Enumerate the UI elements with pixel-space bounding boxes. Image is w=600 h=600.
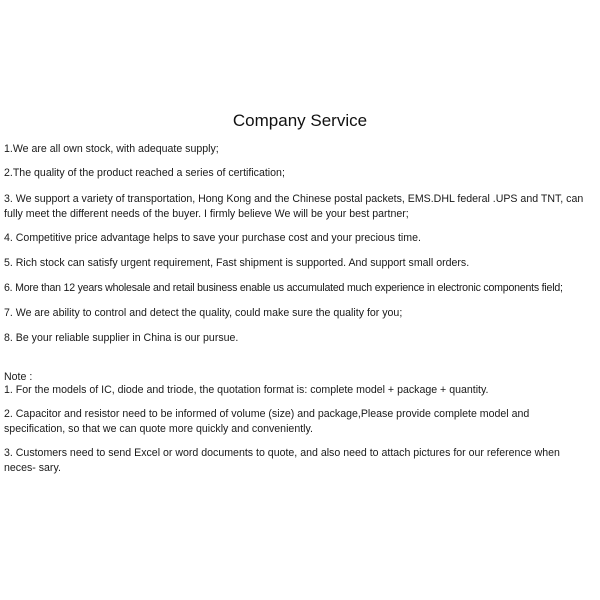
note-item-1: 1. For the models of IC, diode and triode, the quotation format is: complete model + package + quantity. [4,384,489,396]
service-item-5: 5. Rich stock can satisfy urgent requirement, Fast shipment is supported. And support small orders. [4,257,470,269]
service-item-7: 7. We are ability to control and detect the quality, could make sure the quality for you; [4,307,403,319]
note-item-2: 2. Capacitor and resistor need to be informed of volume (size) and package,Please provide complete model and specification, so that we can quote more quickly and conveniently. [4,408,530,435]
service-item-6: 6. More than 12 years wholesale and retail business enable us accumulated much experience in electronic components field; [4,282,563,294]
service-item-8: 8. Be your reliable supplier in China is our pursue. [4,332,239,344]
service-item-2: 2.The quality of the product reached a series of certification; [4,167,285,179]
page-title: Company Service [232,111,368,130]
service-item-3: 3. We support a variety of transportation, Hong Kong and the Chinese postal packets, EMS.DHL federal .UPS and TNT, can fully meet the different needs of the buyer. I firmly believe We will be your best partner; [4,193,584,220]
service-item-4: 4. Competitive price advantage helps to save your purchase cost and your precious time. [4,232,421,244]
service-item-1: 1.We are all own stock, with adequate supply; [4,143,219,155]
note-item-3: 3. Customers need to send Excel or word documents to quote, and also need to attach pictures for our reference when neces- sary. [4,447,560,474]
note-heading: Note : [4,371,33,383]
